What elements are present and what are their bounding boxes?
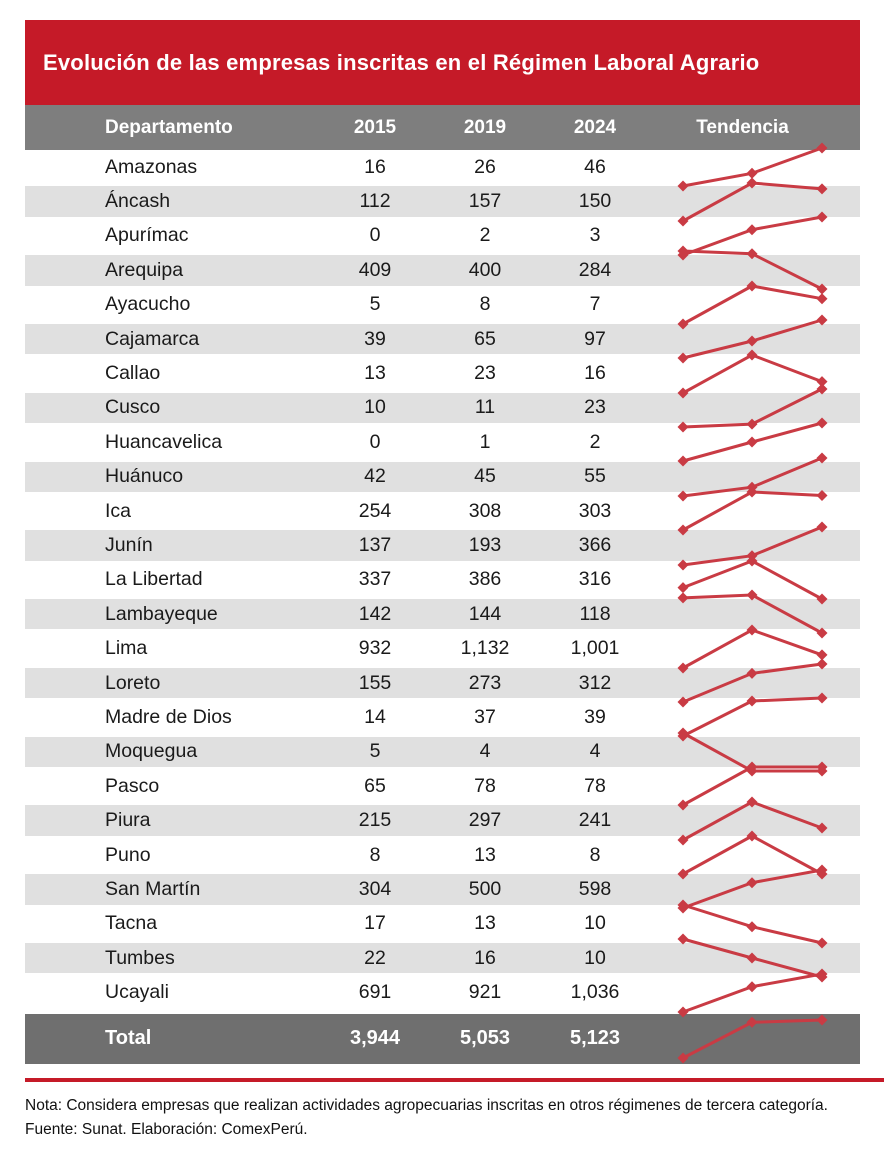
column-header-2015: 2015 xyxy=(353,116,397,138)
trend-cell xyxy=(650,357,860,391)
trend-cell xyxy=(650,253,860,287)
department-name: Junín xyxy=(105,533,153,556)
spark-line xyxy=(683,974,822,1012)
trend-cell xyxy=(650,529,860,563)
value-2019: 78 xyxy=(474,774,496,797)
spark-marker xyxy=(678,582,689,593)
trend-cell xyxy=(650,460,860,494)
trend-cell xyxy=(650,804,860,838)
trend-sparkline xyxy=(650,700,850,734)
value-2019: 65 xyxy=(474,327,496,350)
value-2019: 1,132 xyxy=(460,637,510,660)
spark-line xyxy=(683,355,822,393)
value-2015: 337 xyxy=(358,568,392,591)
department-name: Puno xyxy=(105,843,151,866)
department-name: Áncash xyxy=(105,190,171,213)
value-2024: 241 xyxy=(578,809,612,832)
total-row xyxy=(25,1010,860,1064)
value-2024: 4 xyxy=(589,740,601,763)
department-name: Total xyxy=(105,1027,152,1050)
value-2024: 1,001 xyxy=(570,637,620,660)
spark-line xyxy=(683,836,822,874)
trend-cell xyxy=(650,563,860,597)
value-2019: 500 xyxy=(468,877,502,900)
table-row xyxy=(25,700,860,734)
trend-cell xyxy=(650,735,860,769)
footnote-text: Nota: Considera empresas que realizan actividades agropecuarias inscritas en otros régimenes de tercera categoría. xyxy=(25,1097,828,1114)
spark-line xyxy=(683,870,822,908)
table-row xyxy=(25,563,860,597)
trend-sparkline xyxy=(650,150,850,184)
table-row xyxy=(25,838,860,872)
trend-cell xyxy=(650,976,860,1010)
table-row xyxy=(25,803,860,837)
value-2024: 10 xyxy=(584,912,606,935)
value-2019: 23 xyxy=(474,362,496,385)
spark-marker xyxy=(747,981,758,992)
value-2024: 118 xyxy=(579,602,611,625)
trend-cell xyxy=(650,425,860,459)
value-2015: 13 xyxy=(364,362,386,385)
value-2024: 23 xyxy=(584,396,606,419)
table-row xyxy=(25,597,860,631)
trend-cell xyxy=(650,288,860,322)
trend-cell xyxy=(650,666,860,700)
department-name: Lima xyxy=(105,637,148,660)
footer-divider-rule xyxy=(25,1078,884,1082)
table-row xyxy=(25,941,860,975)
value-2019: 144 xyxy=(468,602,502,625)
spark-marker xyxy=(747,878,758,889)
table-body xyxy=(25,150,860,1064)
value-2015: 10 xyxy=(364,396,386,419)
column-header-2024: 2024 xyxy=(573,116,617,138)
department-name: Arequipa xyxy=(105,258,184,281)
department-name: La Libertad xyxy=(105,568,203,591)
spark-marker xyxy=(817,1014,828,1025)
department-name: Pasco xyxy=(105,774,160,797)
value-2024: 2 xyxy=(589,430,601,453)
trend-sparkline xyxy=(650,872,850,906)
value-2019: 386 xyxy=(468,568,502,591)
trend-cell xyxy=(650,185,860,219)
table-row xyxy=(25,494,860,528)
source-text: Fuente: Sunat. Elaboración: ComexPerú. xyxy=(25,1121,308,1139)
trend-sparkline xyxy=(650,838,850,872)
trend-sparkline xyxy=(650,288,850,322)
department-name: Ayacucho xyxy=(105,293,191,316)
value-2019: 921 xyxy=(468,981,502,1004)
department-name: Tacna xyxy=(105,912,158,935)
value-2015: 16 xyxy=(364,155,386,178)
spark-marker xyxy=(747,437,758,448)
trend-sparkline xyxy=(650,632,850,666)
spark-marker xyxy=(747,668,758,679)
department-name: Cajamarca xyxy=(105,327,200,350)
value-2015: 5 xyxy=(369,293,381,316)
column-header-departamento: Departamento xyxy=(105,116,233,138)
trend-cell xyxy=(650,632,860,666)
value-2019: 16 xyxy=(474,946,496,969)
value-2015: 8 xyxy=(369,843,381,866)
trend-cell xyxy=(650,150,860,184)
value-2019: 13 xyxy=(474,912,496,935)
page-title: Evolución de las empresas inscritas en el Régimen Laboral Agrario xyxy=(43,49,760,75)
value-2019: 5,053 xyxy=(459,1027,511,1050)
trend-sparkline xyxy=(650,425,850,459)
spark-marker xyxy=(817,649,828,660)
value-2024: 150 xyxy=(578,190,612,213)
spark-line xyxy=(683,630,822,668)
table-row xyxy=(25,907,860,941)
value-2024: 7 xyxy=(589,293,601,316)
value-2024: 55 xyxy=(584,465,606,488)
value-2015: 691 xyxy=(358,981,392,1004)
value-2019: 400 xyxy=(468,258,502,281)
spark-line xyxy=(683,286,822,324)
department-name: Amazonas xyxy=(105,155,198,178)
value-2015: 112 xyxy=(359,190,391,213)
trend-cell xyxy=(650,769,860,803)
trend-sparkline xyxy=(650,219,850,253)
value-2015: 3,944 xyxy=(349,1027,401,1050)
trend-cell xyxy=(650,838,860,872)
value-2015: 304 xyxy=(358,877,392,900)
table-row xyxy=(25,322,860,356)
value-2024: 3 xyxy=(589,224,601,247)
value-2024: 10 xyxy=(584,946,606,969)
value-2024: 46 xyxy=(584,155,606,178)
spark-marker xyxy=(817,822,828,833)
value-2015: 22 xyxy=(364,946,386,969)
value-2015: 254 xyxy=(358,499,392,522)
spark-marker xyxy=(817,293,828,304)
spark-line xyxy=(683,183,822,221)
value-2019: 26 xyxy=(474,155,496,178)
value-2019: 2 xyxy=(479,224,491,247)
table-row xyxy=(25,460,860,494)
spark-marker xyxy=(817,183,828,194)
value-2019: 11 xyxy=(474,396,496,419)
value-2024: 39 xyxy=(584,705,606,728)
spark-marker xyxy=(747,1017,758,1028)
column-header-2019: 2019 xyxy=(463,116,507,138)
value-2015: 65 xyxy=(364,774,386,797)
table-row xyxy=(25,528,860,562)
department-name: Piura xyxy=(105,809,151,832)
column-header-row xyxy=(25,105,860,150)
department-name: Apurímac xyxy=(105,224,189,247)
spark-marker xyxy=(747,953,758,964)
value-2015: 409 xyxy=(358,258,392,281)
value-2024: 316 xyxy=(578,568,612,591)
value-2024: 5,123 xyxy=(569,1027,621,1050)
department-name: Moquegua xyxy=(105,740,198,763)
value-2019: 157 xyxy=(468,190,502,213)
trend-cell xyxy=(650,1022,860,1056)
value-2024: 78 xyxy=(584,774,606,797)
table-row xyxy=(25,872,860,906)
table-row xyxy=(25,253,860,287)
value-2019: 193 xyxy=(468,533,502,556)
value-2015: 42 xyxy=(364,465,386,488)
footer-notes xyxy=(25,1094,855,1142)
department-name: Tumbes xyxy=(105,946,175,969)
value-2015: 14 xyxy=(364,705,386,728)
trend-cell xyxy=(650,941,860,975)
spark-line xyxy=(683,492,822,530)
value-2024: 366 xyxy=(578,533,612,556)
trend-sparkline xyxy=(650,563,850,597)
value-2015: 0 xyxy=(369,224,381,247)
department-name: Ucayali xyxy=(105,981,169,1004)
table-row xyxy=(25,219,860,253)
table-row xyxy=(25,975,860,1009)
trend-sparkline xyxy=(650,494,850,528)
department-name: Huánuco xyxy=(105,465,184,488)
value-2019: 4 xyxy=(479,740,491,763)
trend-sparkline xyxy=(650,1022,850,1056)
trend-sparkline xyxy=(650,976,850,1010)
table-title-bar xyxy=(25,20,860,105)
trend-cell xyxy=(650,322,860,356)
column-header-tendencia: Tendencia xyxy=(696,116,789,138)
department-name: Cusco xyxy=(105,396,161,419)
value-2015: 932 xyxy=(358,637,392,660)
department-name: Ica xyxy=(105,499,132,522)
department-name: Lambayeque xyxy=(105,602,218,625)
spark-marker xyxy=(747,336,758,347)
trend-sparkline xyxy=(650,769,850,803)
department-name: Madre de Dios xyxy=(105,705,232,728)
spark-marker xyxy=(747,921,758,932)
value-2019: 308 xyxy=(468,499,502,522)
spark-marker xyxy=(678,1052,689,1063)
table-row xyxy=(25,150,860,184)
trend-sparkline xyxy=(650,357,850,391)
trend-cell xyxy=(650,597,860,631)
table-row xyxy=(25,356,860,390)
trend-cell xyxy=(650,494,860,528)
value-2024: 97 xyxy=(584,327,606,350)
value-2019: 37 xyxy=(474,705,496,728)
department-name: Callao xyxy=(105,362,161,385)
table-row xyxy=(25,769,860,803)
value-2024: 8 xyxy=(589,843,601,866)
value-2024: 1,036 xyxy=(570,981,620,1004)
value-2019: 45 xyxy=(474,465,496,488)
value-2024: 16 xyxy=(584,362,606,385)
table-row xyxy=(25,184,860,218)
agrarian-regime-table xyxy=(25,20,860,1064)
table-row xyxy=(25,288,860,322)
table-row xyxy=(25,666,860,700)
table-row xyxy=(25,425,860,459)
value-2024: 303 xyxy=(578,499,612,522)
trend-sparkline xyxy=(650,907,850,941)
table-row xyxy=(25,631,860,665)
trend-cell xyxy=(650,391,860,425)
value-2015: 155 xyxy=(358,671,392,694)
value-2015: 215 xyxy=(358,809,392,832)
table-row xyxy=(25,735,860,769)
department-name: Huancavelica xyxy=(105,430,223,453)
value-2015: 137 xyxy=(358,533,392,556)
value-2024: 312 xyxy=(578,671,612,694)
value-2015: 142 xyxy=(358,602,392,625)
value-2019: 273 xyxy=(468,671,502,694)
value-2024: 598 xyxy=(578,877,612,900)
value-2015: 17 xyxy=(364,912,386,935)
value-2015: 39 xyxy=(364,327,386,350)
department-name: San Martín xyxy=(105,877,201,900)
spark-marker xyxy=(747,224,758,235)
value-2024: 284 xyxy=(578,258,612,281)
value-2019: 13 xyxy=(474,843,496,866)
value-2019: 297 xyxy=(468,809,502,832)
table-row xyxy=(25,391,860,425)
value-2015: 0 xyxy=(369,430,381,453)
value-2015: 5 xyxy=(369,740,381,763)
value-2019: 1 xyxy=(479,430,491,453)
value-2019: 8 xyxy=(479,293,491,316)
department-name: Loreto xyxy=(105,671,161,694)
